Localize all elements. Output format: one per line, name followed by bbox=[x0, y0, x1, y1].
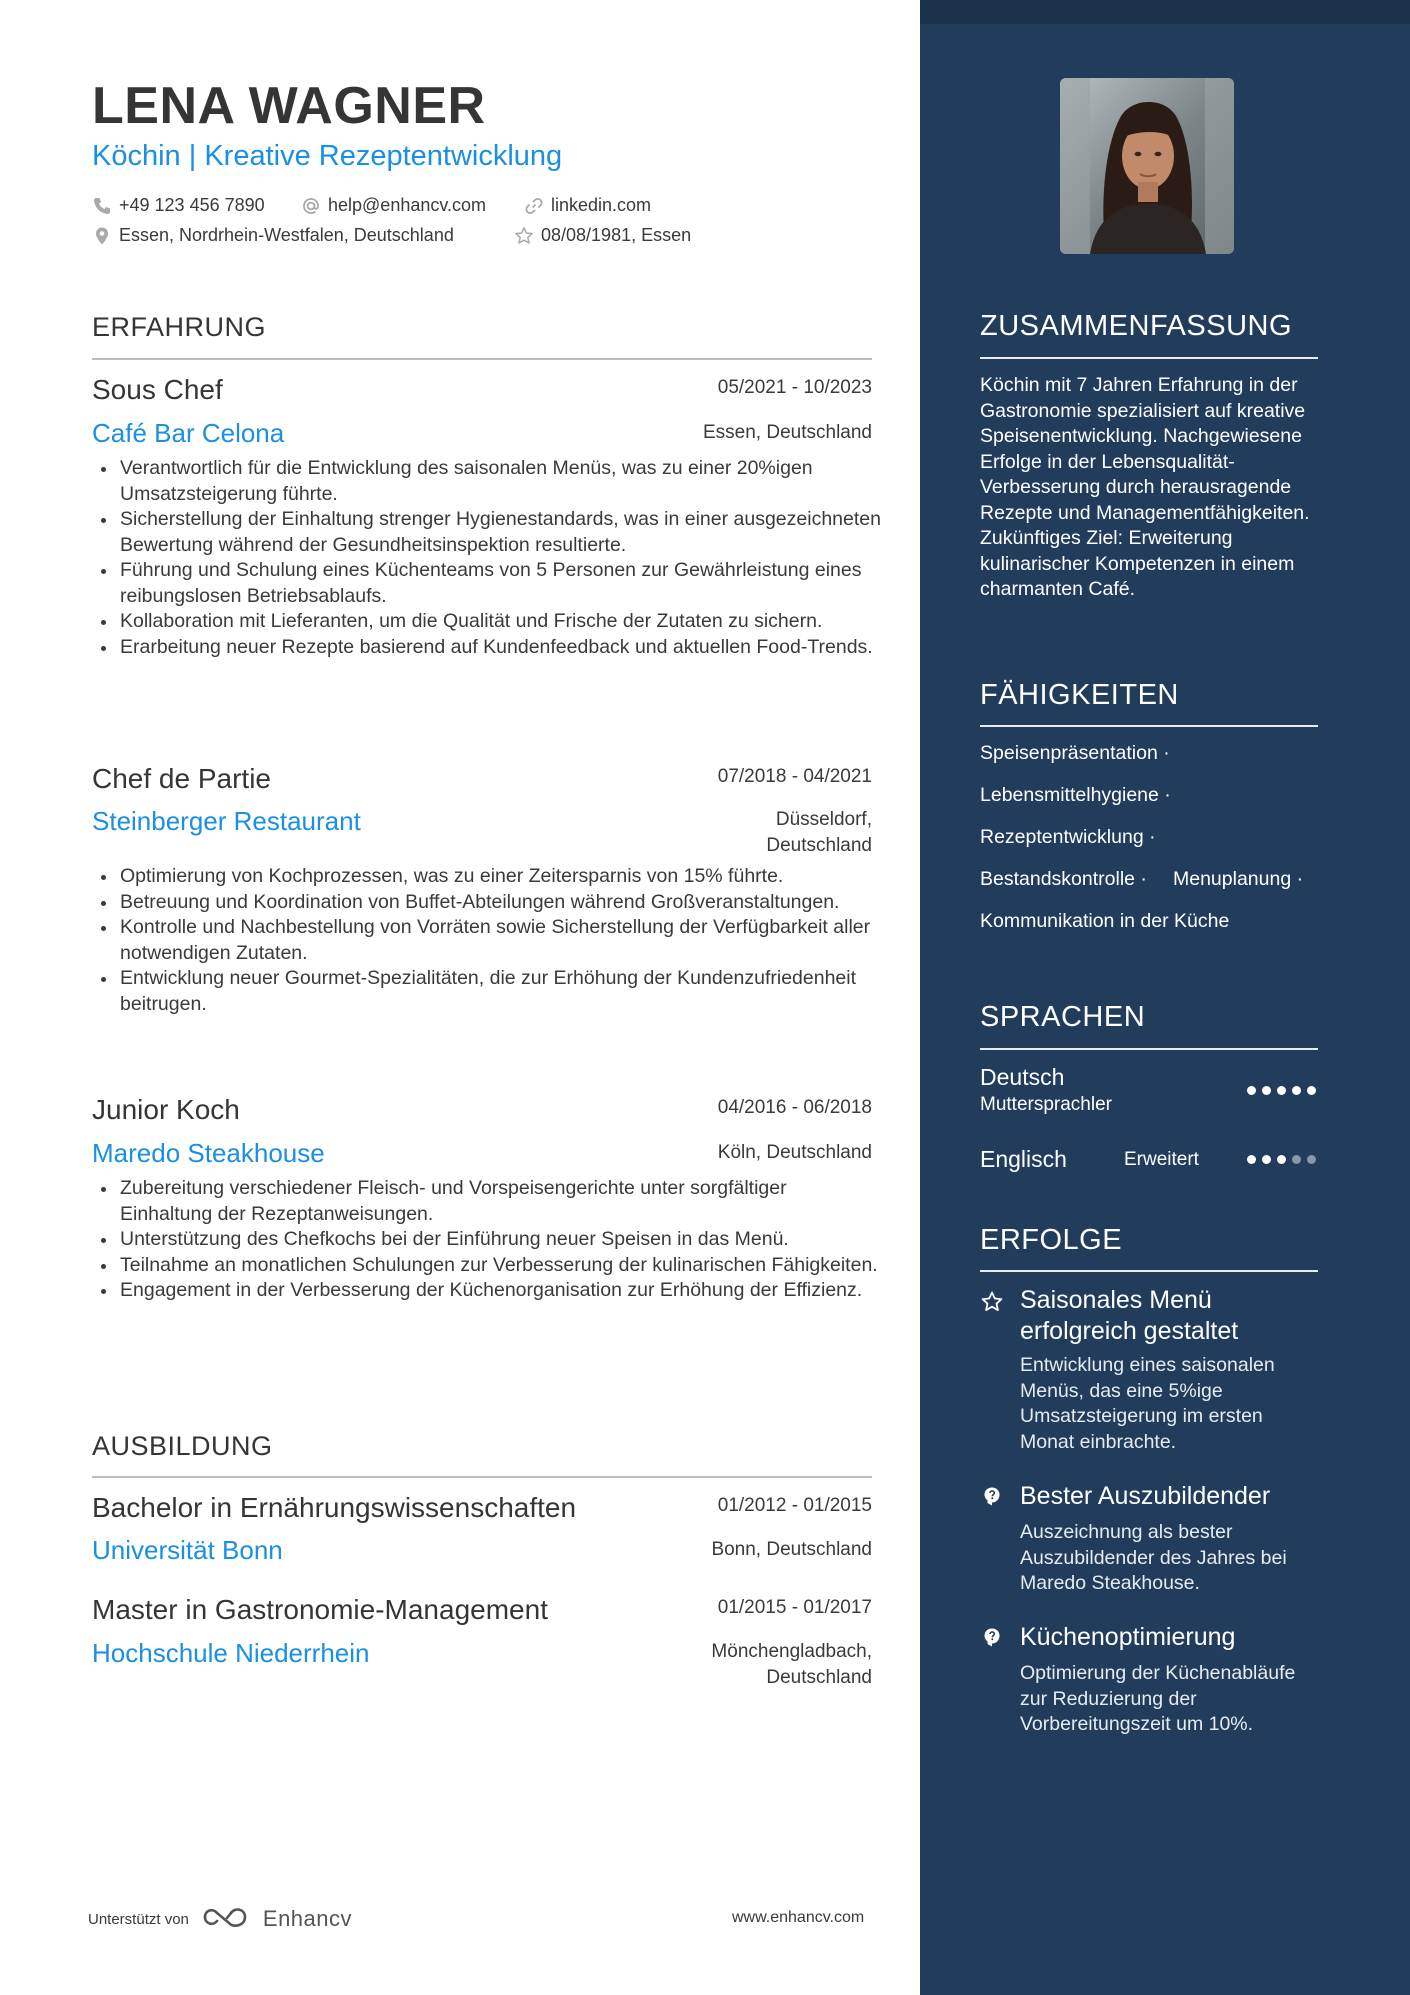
education-section-title: AUSBILDUNG bbox=[92, 1431, 273, 1461]
skill-item: Menuplanung · bbox=[1173, 868, 1304, 890]
job-date: 05/2021 - 10/2023 bbox=[717, 377, 872, 398]
job-date: 07/2018 - 04/2021 bbox=[717, 766, 872, 787]
list-item: Sicherstellung der Einhaltung strenger Hygienestandards, was in einer ausgezeichneten Bewertung während der Gesundheitsinspektion resultierte. bbox=[92, 507, 882, 558]
job-company[interactable]: Café Bar Celona bbox=[92, 418, 285, 448]
education-location: Bonn, Deutschland bbox=[711, 1539, 872, 1560]
rating-dot bbox=[1262, 1155, 1271, 1164]
contact-linkedin[interactable] bbox=[524, 195, 651, 216]
phone-icon bbox=[92, 196, 112, 216]
skill-item: Kommunikation in der Küche bbox=[980, 910, 1230, 932]
list-item: Teilnahme an monatlichen Schulungen zur Verbesserung der kulinarischen Fähigkeiten. bbox=[92, 1253, 882, 1279]
rating-dot bbox=[1292, 1155, 1301, 1164]
sidebar-top-strip bbox=[920, 0, 1410, 24]
rating-dot bbox=[1262, 1086, 1271, 1095]
list-item: Führung und Schulung eines Küchenteams von 5 Personen zur Gewährleistung eines reibungslosen Betriebsablaufs. bbox=[92, 558, 882, 609]
education-school[interactable]: Hochschule Niederrhein bbox=[92, 1638, 370, 1668]
language-rating bbox=[1247, 1086, 1316, 1095]
education-degree: Master in Gastronomie-Management bbox=[92, 1594, 548, 1625]
rating-dot bbox=[1277, 1155, 1286, 1164]
job-title: Sous Chef bbox=[92, 374, 223, 405]
candidate-name: LENA WAGNER bbox=[92, 77, 486, 135]
job-title: Chef de Partie bbox=[92, 763, 271, 794]
footer-brand: Enhancv bbox=[262, 1906, 353, 1931]
list-item: Betreuung und Koordination von Buffet-Abteilungen während Großveranstaltungen. bbox=[92, 890, 882, 916]
summary-section-title: ZUSAMMENFASSUNG bbox=[980, 310, 1293, 342]
languages-divider bbox=[980, 1048, 1318, 1050]
list-item: Engagement in der Verbesserung der Küchenorganisation zur Erhöhung der Effizienz. bbox=[92, 1278, 882, 1304]
experience-section-title: ERFAHRUNG bbox=[92, 312, 267, 342]
skills-divider bbox=[980, 725, 1318, 727]
achievements-divider bbox=[980, 1270, 1318, 1272]
experience-divider bbox=[92, 358, 872, 360]
job-bullets bbox=[92, 864, 882, 1017]
at-icon bbox=[301, 196, 321, 216]
list-item: Entwicklung neuer Gourmet-Spezialitäten, die zur Erhöhung der Kundenzufriedenheit beitrugen. bbox=[92, 966, 882, 1017]
job-location-line: Deutschland bbox=[766, 835, 872, 856]
footer-website[interactable]: www.enhancv.com bbox=[732, 1909, 865, 1926]
skill-item: Speisenpräsentation · bbox=[980, 742, 1170, 764]
list-item: Verantwortlich für die Entwicklung des saisonalen Menüs, was zu einer 20%igen Umsatzsteigerung führte. bbox=[92, 456, 882, 507]
education-date: 01/2012 - 01/2015 bbox=[717, 1495, 872, 1516]
education-location-line: Mönchengladbach, bbox=[711, 1641, 872, 1662]
rating-dot bbox=[1307, 1086, 1316, 1095]
list-item: Kontrolle und Nachbestellung von Vorräten sowie Sicherstellung der Verfügbarkeit aller notwendigen Zutaten. bbox=[92, 915, 882, 966]
list-item: Unterstützung des Chefkochs bei der Einführung neuer Speisen in das Menü. bbox=[92, 1227, 882, 1253]
job-date: 04/2016 - 06/2018 bbox=[717, 1097, 872, 1118]
job-location bbox=[766, 807, 872, 859]
job-location-line: Düsseldorf, bbox=[775, 809, 872, 830]
contact-linkedin-text: linkedin.com bbox=[551, 195, 652, 215]
job-title: Junior Koch bbox=[92, 1094, 240, 1125]
achievement-title: Bester Auszubildender bbox=[1020, 1482, 1271, 1510]
star-outline-icon bbox=[980, 1290, 1004, 1314]
job-location: Essen, Deutschland bbox=[703, 422, 872, 443]
list-item: Erarbeitung neuer Rezepte basierend auf Kundenfeedback und aktuellen Food-Trends. bbox=[92, 635, 882, 661]
education-date: 01/2015 - 01/2017 bbox=[717, 1597, 872, 1618]
contact-birthdate bbox=[514, 225, 691, 246]
contact-phone-text: +49 123 456 7890 bbox=[119, 195, 265, 215]
job-location: Köln, Deutschland bbox=[717, 1142, 872, 1163]
education-location bbox=[711, 1639, 872, 1691]
rating-dot bbox=[1247, 1086, 1256, 1095]
language-level: Erweitert bbox=[1124, 1149, 1199, 1170]
list-item: Kollaboration mit Lieferanten, um die Qualität und Frische der Zutaten zu sichern. bbox=[92, 609, 882, 635]
summary-divider bbox=[980, 357, 1318, 359]
contact-phone[interactable] bbox=[92, 195, 265, 216]
achievement-desc: Entwicklung eines saisonalen Menüs, das eine 5%ige Umsatzsteigerung im ersten Monat einbrachte. bbox=[1020, 1354, 1275, 1453]
contact-birthdate-text: 08/08/1981, Essen bbox=[541, 225, 692, 245]
list-item: Zubereitung verschiedener Fleisch- und Vorspeisengerichte unter sorgfältiger Einhaltung der Rezeptanweisungen. bbox=[92, 1176, 882, 1227]
education-school[interactable]: Universität Bonn bbox=[92, 1535, 283, 1565]
language-name: Deutsch bbox=[980, 1064, 1065, 1090]
achievement-title: Saisonales Menü erfolgreich gestaltet bbox=[1020, 1286, 1239, 1345]
job-bullets bbox=[92, 456, 882, 660]
lightbulb-icon bbox=[980, 1485, 1004, 1509]
language-name: Englisch bbox=[980, 1146, 1067, 1172]
education-degree: Bachelor in Ernährungswissenschaften bbox=[92, 1492, 577, 1523]
profile-photo bbox=[1060, 78, 1234, 254]
location-icon bbox=[92, 226, 112, 246]
skill-item: Rezeptentwicklung · bbox=[980, 826, 1156, 848]
language-rating bbox=[1247, 1155, 1316, 1164]
language-level: Muttersprachler bbox=[980, 1094, 1112, 1115]
candidate-role: Köchin | Kreative Rezeptentwicklung bbox=[92, 140, 563, 172]
footer-powered-label: Unterstützt von bbox=[88, 1910, 189, 1928]
rating-dot bbox=[1277, 1086, 1286, 1095]
education-divider bbox=[92, 1476, 872, 1478]
star-icon bbox=[514, 226, 534, 246]
skill-item: Lebensmittelhygiene · bbox=[980, 784, 1171, 806]
skills-section-title: FÄHIGKEITEN bbox=[980, 679, 1179, 711]
rating-dot bbox=[1307, 1155, 1316, 1164]
lightbulb-icon bbox=[980, 1626, 1004, 1650]
list-item: Optimierung von Kochprozessen, was zu einer Zeitersparnis von 15% führte. bbox=[92, 864, 882, 890]
contact-location-text: Essen, Nordrhein-Westfalen, Deutschland bbox=[119, 225, 454, 245]
enhancv-logo-icon bbox=[201, 1904, 251, 1934]
achievements-section-title: ERFOLGE bbox=[980, 1224, 1123, 1256]
education-location-line: Deutschland bbox=[766, 1667, 872, 1688]
contact-email-text: help@enhancv.com bbox=[328, 195, 487, 215]
rating-dot bbox=[1292, 1086, 1301, 1095]
languages-section-title: SPRACHEN bbox=[980, 1001, 1146, 1033]
rating-dot bbox=[1247, 1155, 1256, 1164]
link-icon bbox=[524, 196, 544, 216]
job-bullets bbox=[92, 1176, 882, 1304]
achievement-desc: Auszeichnung als bester Auszubildender des Jahres bei Maredo Steakhouse. bbox=[1020, 1521, 1287, 1594]
achievement-title: Küchenoptimierung bbox=[1020, 1623, 1236, 1651]
job-company[interactable]: Steinberger Restaurant bbox=[92, 806, 361, 836]
contact-location bbox=[92, 225, 454, 246]
achievement-desc: Optimierung der Küchenabläufe zur Reduzierung der Vorbereitungszeit um 10%. bbox=[1020, 1662, 1296, 1735]
summary-text: Köchin mit 7 Jahren Erfahrung in der Gastronomie spezialisiert auf kreative Speisenentwicklung. Nachgewiesene Erfolge in der Lebensqualität-Verbesserung durch herausragende Rezepte und Managementfähigkeiten. Zukünftiges Ziel: Erweiterung kulinarischer Kompetenzen in einem charmanten Café. bbox=[980, 374, 1310, 600]
contact-email[interactable] bbox=[301, 195, 486, 216]
skill-item: Bestandskontrolle · bbox=[980, 868, 1147, 890]
footer-powered-by[interactable] bbox=[88, 1904, 352, 1934]
job-company[interactable]: Maredo Steakhouse bbox=[92, 1138, 325, 1168]
